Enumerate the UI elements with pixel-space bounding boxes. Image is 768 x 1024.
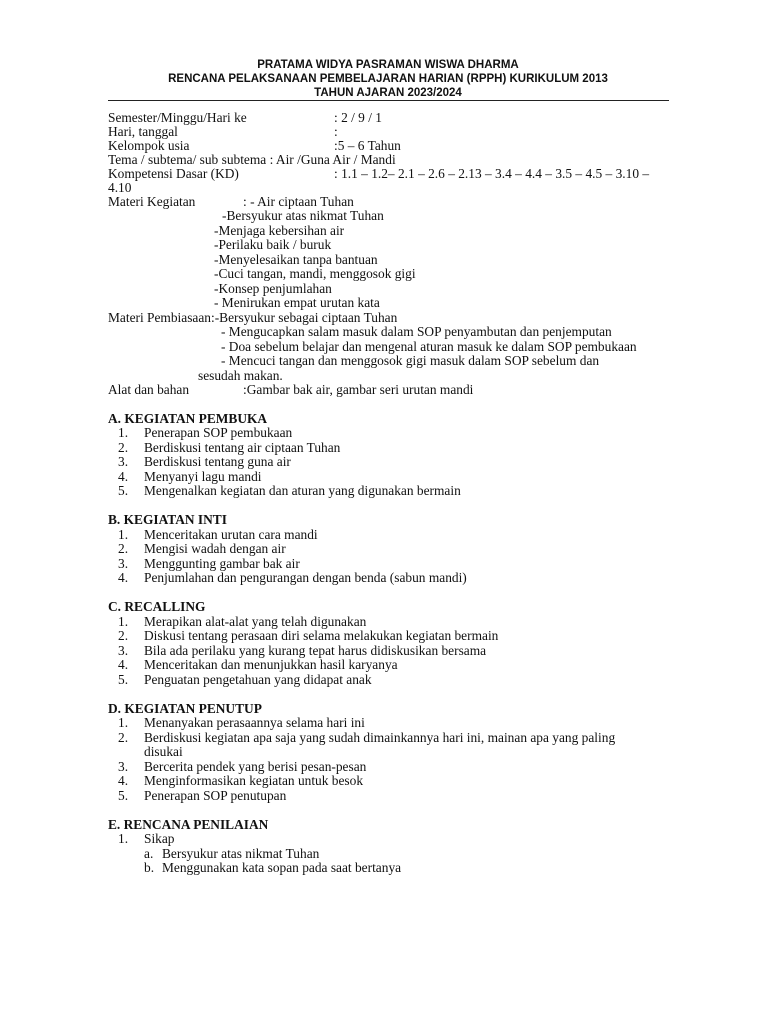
list-item: Menggunting gambar bak air: [144, 556, 300, 571]
list-item: Mengisi wadah dengan air: [144, 541, 286, 556]
materi-item: -Perilaku baik / buruk: [214, 237, 332, 252]
list-item: Mengenalkan kegiatan dan aturan yang digunakan bermain: [144, 483, 461, 498]
section-e-title: E. RENCANA PENILAIAN: [108, 817, 269, 832]
list-number: 5.: [118, 672, 129, 687]
list-item: Penerapan SOP penutupan: [144, 788, 287, 803]
materi-label: Materi Kegiatan: [108, 194, 196, 209]
section-a-title: A. KEGIATAN PEMBUKA: [108, 411, 268, 426]
list-number: 2.: [118, 730, 129, 745]
list-number: 4.: [118, 773, 129, 788]
list-item: Menanyakan perasaannya selama hari ini: [144, 715, 365, 730]
sub-list-item: Bersyukur atas nikmat Tuhan: [162, 846, 320, 861]
list-number: 2.: [118, 541, 129, 556]
tema-line: Tema / subtema/ sub subtema : Air /Guna Air / Mandi: [108, 152, 396, 167]
list-item: Berdiskusi kegiatan apa saja yang sudah dimainkannya hari ini, mainan apa yang paling: [144, 730, 616, 745]
kelompok-label: Kelompok usia: [108, 138, 190, 153]
materi-item: -Konsep penjumlahan: [214, 281, 332, 296]
pembiasaan-label: Materi Pembiasaan:-Bersyukur sebagai ciptaan Tuhan: [108, 310, 398, 325]
sub-list-item: Menggunakan kata sopan pada saat bertanya: [162, 860, 402, 875]
list-number: 3.: [118, 556, 129, 571]
section-b-title: B. KEGIATAN INTI: [108, 512, 227, 527]
school-name: PRATAMA WIDYA PASRAMAN WISWA DHARMA: [257, 59, 519, 71]
list-number: 3.: [118, 454, 129, 469]
list-item: Berdiskusi tentang air ciptaan Tuhan: [144, 440, 341, 455]
hari-value: :: [334, 124, 338, 139]
list-number: 2.: [118, 440, 129, 455]
list-number: 1.: [118, 425, 129, 440]
pembiasaan-item: - Mencuci tangan dan menggosok gigi masuk dalam SOP sebelum dan: [221, 353, 600, 368]
sub-list-letter: a.: [144, 846, 154, 861]
list-item: Sikap: [144, 831, 175, 846]
list-number: 4.: [118, 657, 129, 672]
alat-value: :Gambar bak air, gambar seri urutan mandi: [243, 382, 474, 397]
list-number: 5.: [118, 483, 129, 498]
list-item: Diskusi tentang perasaan diri selama melakukan kegiatan bermain: [144, 628, 499, 643]
document-title: RENCANA PELAKSANAAN PEMBELAJARAN HARIAN (RPPH) KURIKULUM 2013: [168, 73, 608, 85]
materi-item: : - Air ciptaan Tuhan: [243, 194, 354, 209]
list-item: Penjumlahan dan pengurangan dengan benda (sabun mandi): [144, 570, 467, 585]
alat-label: Alat dan bahan: [108, 382, 190, 397]
pembiasaan-item: - Doa sebelum belajar dan mengenal aturan masuk ke dalam SOP pembukaan: [221, 339, 637, 354]
semester-value: : 2 / 9 / 1: [334, 110, 382, 125]
materi-item: -Bersyukur atas nikmat Tuhan: [222, 208, 384, 223]
pembiasaan-item: - Mengucapkan salam masuk dalam SOP penyambutan dan penjemputan: [221, 324, 612, 339]
list-item: Bercerita pendek yang berisi pesan-pesan: [144, 759, 367, 774]
list-item: Menceritakan dan menunjukkan hasil karyanya: [144, 657, 398, 672]
header-divider: [108, 100, 669, 101]
materi-item: -Menyelesaikan tanpa bantuan: [214, 252, 378, 267]
list-item: Penerapan SOP pembukaan: [144, 425, 293, 440]
list-number: 5.: [118, 788, 129, 803]
kd-label: Kompetensi Dasar (KD): [108, 166, 239, 181]
list-number: 1.: [118, 614, 129, 629]
hari-label: Hari, tanggal: [108, 124, 178, 139]
list-item: Menceritakan urutan cara mandi: [144, 527, 318, 542]
list-number: 4.: [118, 570, 129, 585]
list-number: 1.: [118, 715, 129, 730]
materi-item: -Cuci tangan, mandi, menggosok gigi: [214, 266, 416, 281]
list-item: Merapikan alat-alat yang telah digunakan: [144, 614, 367, 629]
academic-year: TAHUN AJARAN 2023/2024: [314, 87, 462, 99]
list-number: 4.: [118, 469, 129, 484]
list-item: Menyanyi lagu mandi: [144, 469, 262, 484]
list-item: Berdiskusi tentang guna air: [144, 454, 291, 469]
semester-label: Semester/Minggu/Hari ke: [108, 110, 247, 125]
section-d-title: D. KEGIATAN PENUTUP: [108, 701, 262, 716]
list-number: 1.: [118, 831, 129, 846]
kelompok-value: :5 – 6 Tahun: [334, 138, 401, 153]
materi-item: - Menirukan empat urutan kata: [214, 295, 380, 310]
kd-value: : 1.1 – 1.2– 2.1 – 2.6 – 2.13 – 3.4 – 4.4 – 3.5 – 4.5 – 3.10 –: [334, 166, 650, 181]
section-c-title: C. RECALLING: [108, 599, 206, 614]
pembiasaan-item-continued: sesudah makan.: [198, 368, 283, 383]
materi-item: -Menjaga kebersihan air: [214, 223, 345, 238]
list-number: 2.: [118, 628, 129, 643]
list-item: Menginformasikan kegiatan untuk besok: [144, 773, 364, 788]
sub-list-letter: b.: [144, 860, 155, 875]
list-number: 3.: [118, 643, 129, 658]
list-item-continued: disukai: [144, 744, 183, 759]
list-item: Penguatan pengetahuan yang didapat anak: [144, 672, 372, 687]
list-number: 3.: [118, 759, 129, 774]
list-item: Bila ada perilaku yang kurang tepat harus didiskusikan bersama: [144, 643, 487, 658]
list-number: 1.: [118, 527, 129, 542]
kd-value-continued: 4.10: [108, 180, 132, 195]
